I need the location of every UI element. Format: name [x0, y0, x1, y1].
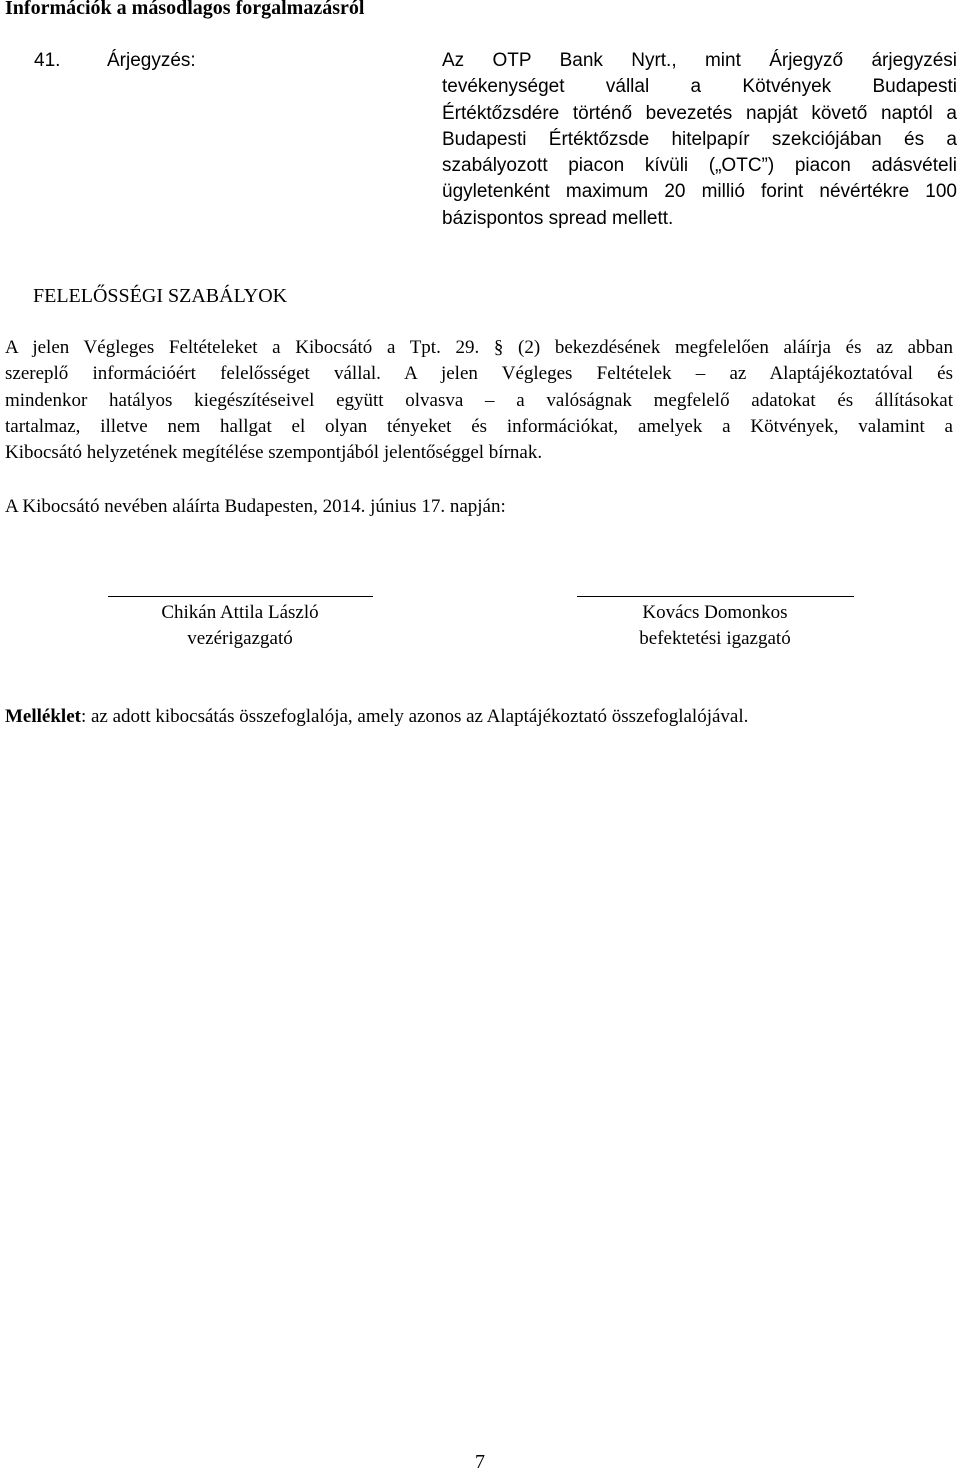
- item-description-line: Az OTP Bank Nyrt., mint Árjegyző árjegyzési: [442, 50, 957, 71]
- responsibility-heading: FELELŐSSÉGI SZABÁLYOK: [33, 285, 288, 307]
- paragraph-line: mindenkor hatályos kiegészítéseivel együtt olvasva – a valóságnak megfelelő adatokat és állításokat: [5, 389, 953, 411]
- annex-label: Melléklet: [5, 706, 81, 727]
- signatory-right: [575, 600, 855, 652]
- paragraph-line: Kibocsátó helyzetének megítélése szempontjából jelentőséggel bírnak.: [5, 442, 543, 464]
- paragraph-line: szereplő információért felelősséget vállal. A jelen Végleges Feltételek – az Alaptájékoztatóval és: [5, 363, 953, 385]
- item-description: [442, 48, 957, 232]
- item-number: 41.: [34, 50, 61, 71]
- paragraph-line: A jelen Végleges Feltételeket a Kibocsátó a Tpt. 29. § (2) bekezdésének megfelelően aláírja és az abban: [5, 337, 953, 358]
- signatory-left: [100, 600, 380, 652]
- signatory-name: Chikán Attila László: [161, 602, 319, 623]
- annex-note: [5, 704, 748, 730]
- signature-statement: A Kibocsátó nevében aláírta Budapesten, 2014. június 17. napján:: [5, 496, 506, 517]
- signature-line-right: [577, 596, 854, 597]
- item-description-line: bázispontos spread mellett.: [442, 207, 674, 229]
- item-description-line: Értéktőzsdére történő bevezetés napját követő naptól a: [442, 102, 957, 124]
- page-number: 7: [475, 1451, 485, 1473]
- item-description-line: szabályozott piacon kívüli („OTC”) piacon adásvételi: [442, 155, 957, 177]
- responsibility-paragraph: [5, 335, 953, 466]
- item-description-line: ügyletenként maximum 20 millió forint névértékre 100: [442, 181, 957, 203]
- section-title: Információk a másodlagos forgalmazásról: [5, 0, 365, 19]
- paragraph-line: tartalmaz, illetve nem hallgat el olyan tényeket és információkat, amelyek a Kötvények, valamint a: [5, 415, 953, 437]
- item-label: Árjegyzés:: [107, 50, 196, 71]
- signatory-title: befektetési igazgató: [639, 628, 791, 649]
- signature-line-left: [108, 596, 373, 597]
- annex-text: : az adott kibocsátás összefoglalója, amely azonos az Alaptájékoztató összefoglalójával.: [80, 706, 749, 727]
- signatory-name: Kovács Domonkos: [642, 602, 788, 623]
- item-description-line: Budapesti Értéktőzsde hitelpapír szekciójában és a: [442, 128, 957, 150]
- signatory-title: vezérigazgató: [187, 628, 293, 649]
- item-description-line: tevékenységet vállal a Kötvények Budapesti: [442, 76, 957, 98]
